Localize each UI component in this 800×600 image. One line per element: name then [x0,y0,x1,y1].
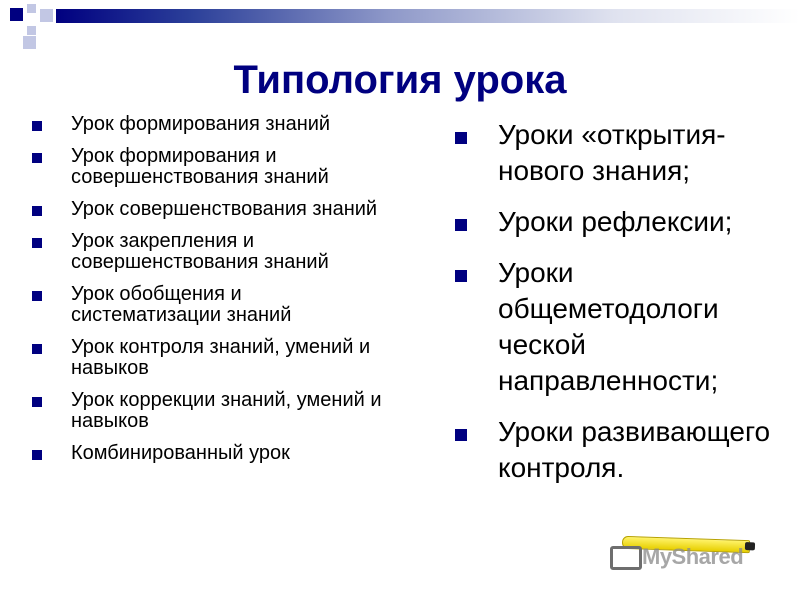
square-bullet-icon [455,132,467,144]
list-item-text: Комбинированный урок [71,442,290,464]
right-list [455,117,775,501]
decor-square [40,9,53,22]
square-bullet-icon [32,153,42,163]
list-item-text: Урок контроля знаний, умений и навыков [71,336,371,379]
square-bullet-icon [32,238,42,248]
list-item [32,337,392,379]
list-item [32,390,392,432]
square-bullet-icon [32,206,42,216]
square-bullet-icon [32,291,42,301]
list-item-text: Уроки рефлексии; [498,206,733,237]
square-bullet-icon [32,397,42,407]
top-decoration [0,0,800,50]
list-item-text: Урок коррекции знаний, умений и навыков [71,389,382,432]
list-item [32,146,392,188]
list-item [455,117,775,189]
list-item [32,231,392,273]
square-bullet-icon [455,219,467,231]
list-item [32,199,392,220]
list-item [32,284,392,326]
decor-gradient-bar [56,9,800,23]
list-item [455,414,775,486]
list-item-text: Уроки общеметодологи ческой направленности; [498,257,719,396]
decor-square [27,4,36,13]
decor-square [23,36,36,49]
list-item [455,255,775,399]
list-item [455,204,775,240]
logo-icon [610,546,642,570]
square-bullet-icon [32,121,42,131]
slide-title: Типология урока [233,58,567,102]
decor-square [27,26,36,35]
list-item [32,443,392,464]
square-bullet-icon [455,429,467,441]
list-item [32,114,392,135]
list-item-text: Урок формирования и совершенствования знаний [71,145,329,188]
square-bullet-icon [32,344,42,354]
list-item-text: Урок совершенствования знаний [71,198,378,220]
square-bullet-icon [32,450,42,460]
list-item-text: Уроки развивающего контроля. [498,416,771,483]
list-item-text: Урок закрепления и совершенствования знаний [71,230,329,273]
decor-square [10,8,23,21]
left-list [32,114,392,475]
watermark-text: MyShared [642,544,744,569]
list-item-text: Урок формирования знаний [71,113,331,135]
square-bullet-icon [455,270,467,282]
myshared-watermark [606,534,766,574]
list-item-text: Урок обобщения и систематизации знаний [71,283,292,326]
list-item-text: Уроки «открытия-нового знания; [498,119,726,186]
